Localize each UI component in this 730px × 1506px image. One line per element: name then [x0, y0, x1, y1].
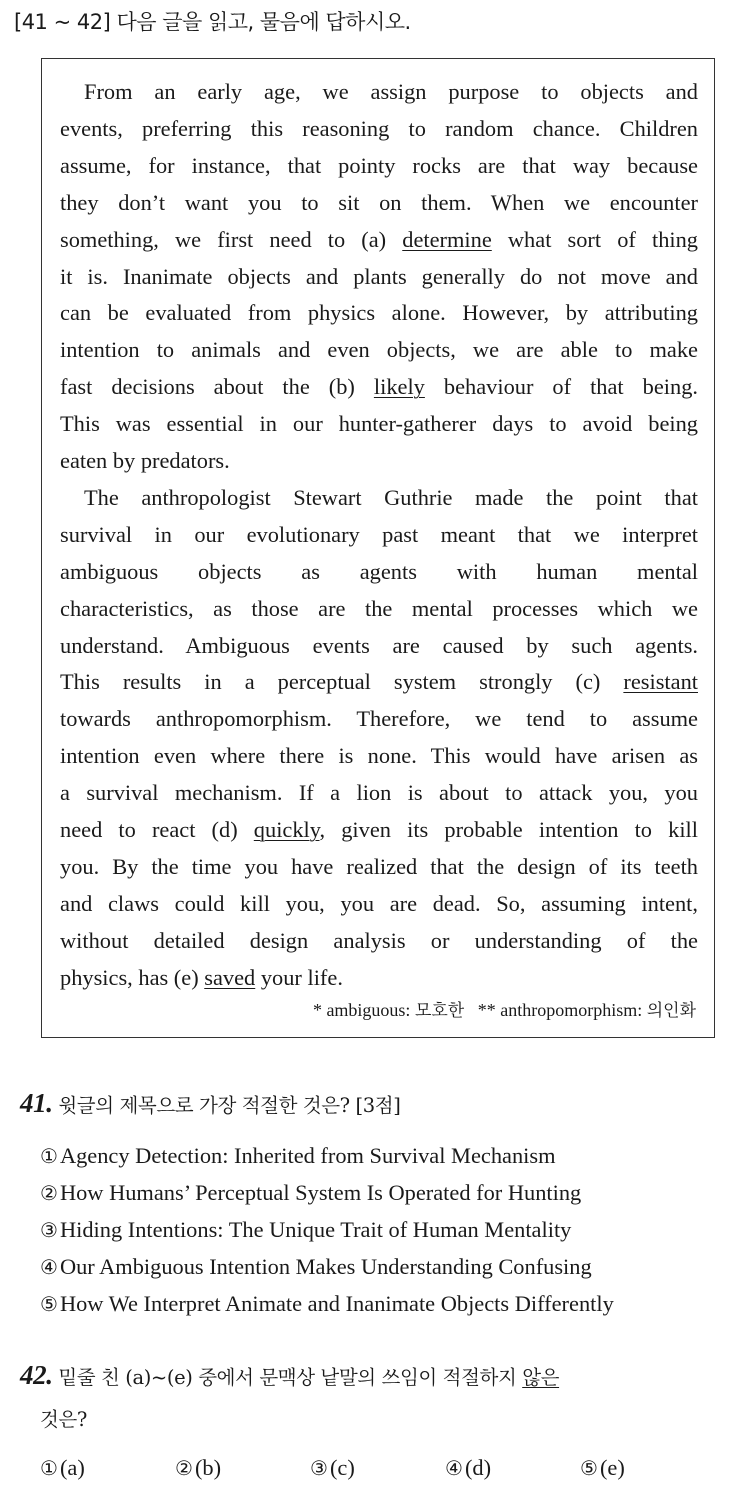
passage-line: [60, 774, 698, 811]
passage-line-text: This was essential in our hunter-gatherer days to avoid being: [60, 411, 698, 437]
passage-line: [60, 405, 698, 442]
passage-line: [60, 331, 698, 368]
passage-line-text: you. By the time you have realized that the design of its teeth: [60, 853, 698, 879]
passage-line: [60, 110, 698, 147]
question-42-text: 밑줄 친 (a)~(e) 중에서 문맥상 낱말의 쓰임이 적절하지: [58, 1366, 523, 1389]
passage-line-text: can be evaluated from physics alone. However, by attributing: [60, 300, 698, 326]
passage-line-text: intention even where there is none. This would have arisen as: [60, 743, 698, 769]
option-text: (e): [599, 1455, 625, 1480]
passage-line-text: a survival mechanism. If a lion is about to attack you, you: [60, 780, 698, 806]
passage-line-text: The anthropologist Stewart Guthrie made the point that: [84, 484, 698, 510]
passage-line-text: they don’t want you to sit on them. When we encounter: [60, 189, 698, 215]
passage-line-text: fast decisions about the (b): [60, 374, 374, 400]
passage-line-text: physics, has (e): [60, 964, 205, 990]
passage-line-text: From an early age, we assign purpose to objects and: [84, 79, 698, 104]
underlined-word: quickly: [253, 817, 320, 842]
passage-line: [60, 811, 698, 848]
passage-line-text: eaten by predators.: [60, 448, 230, 473]
footnote-anthropomorphism-term: ** anthropomorphism:: [477, 1000, 647, 1020]
passage-line: [60, 959, 698, 996]
option-number: ⑤: [40, 1292, 58, 1316]
passage-line-text: towards anthropomorphism. Therefore, we tend to assume: [60, 706, 698, 732]
passage-line-text: what sort of thing: [491, 226, 698, 252]
passage-line-text: without detailed design analysis or understanding of the: [60, 927, 698, 953]
passage-line-text: understand. Ambiguous events are caused by such agents.: [60, 632, 698, 658]
passage-line-text: something, we first need to (a): [60, 226, 403, 252]
passage-line-text: survival in our evolutionary past meant that we interpret: [60, 521, 698, 547]
passage-line: [60, 258, 698, 295]
question-42: [20, 1360, 559, 1391]
option-text: Our Ambiguous Intention Makes Understanding Confusing: [59, 1254, 592, 1279]
option-number: ①: [40, 1456, 58, 1480]
footnote-anthropomorphism-meaning: 의인화: [646, 1001, 696, 1021]
footnote-ambiguous-meaning: 모호한: [414, 1001, 465, 1021]
question-41: [20, 1088, 400, 1119]
passage-line-text: need to react (d): [60, 817, 254, 842]
passage-line: [60, 147, 698, 184]
answer-option[interactable]: [40, 1143, 556, 1169]
passage-line-text: behaviour of that being.: [424, 374, 698, 400]
question-42-emphasis: 않은: [522, 1366, 560, 1389]
underlined-word: saved: [204, 964, 256, 990]
answer-option[interactable]: [445, 1455, 491, 1481]
passage-line-text: ambiguous objects as agents with human mental: [60, 558, 698, 584]
passage-line: [60, 663, 698, 700]
passage-line: [60, 922, 698, 959]
question-42-line2: 것은?: [40, 1408, 87, 1431]
passage-line: [60, 848, 698, 885]
option-number: ①: [40, 1144, 58, 1168]
answer-option[interactable]: [580, 1455, 625, 1481]
section-header: [41 ~ 42] 다음 글을 읽고, 물음에 답하시오.: [14, 10, 411, 34]
passage-line: [60, 479, 698, 516]
passage-line: [60, 700, 698, 737]
option-number: ④: [40, 1255, 58, 1279]
passage-line: [60, 516, 698, 553]
option-number: ⑤: [580, 1456, 598, 1480]
option-text: (a): [59, 1455, 85, 1480]
passage-line: [60, 73, 698, 110]
option-text: Agency Detection: Inherited from Survival Mechanism: [59, 1143, 556, 1168]
underlined-word: determine: [402, 226, 492, 252]
passage-line: [60, 590, 698, 627]
answer-option[interactable]: [40, 1254, 592, 1280]
passage-line-text: This results in a perceptual system strongly (c): [60, 669, 624, 695]
question-42-number: 42.: [20, 1360, 53, 1390]
option-number: ③: [40, 1218, 58, 1242]
question-41-number: 41.: [20, 1088, 53, 1118]
underlined-word: resistant: [623, 669, 698, 695]
option-text: How We Interpret Animate and Inanimate Objects Differently: [59, 1291, 614, 1316]
option-text: (c): [329, 1455, 355, 1480]
passage-line-text: your life.: [255, 964, 343, 990]
passage-line-text: it is. Inanimate objects and plants generally do not move and: [60, 263, 698, 289]
answer-option[interactable]: [310, 1455, 355, 1481]
passage-line-text: intention to animals and even objects, we are able to make: [60, 337, 698, 363]
option-number: ③: [310, 1456, 328, 1480]
option-text: (b): [194, 1455, 222, 1480]
passage-line-text: assume, for instance, that pointy rocks are that way because: [60, 152, 698, 178]
passage-line: [60, 221, 698, 258]
option-number: ④: [445, 1456, 463, 1480]
option-text: How Humans’ Perceptual System Is Operated for Hunting: [59, 1180, 582, 1205]
answer-option[interactable]: [40, 1291, 614, 1317]
passage-line: [60, 442, 698, 479]
answer-option[interactable]: [40, 1455, 85, 1481]
passage-line: [60, 553, 698, 590]
footnote: [313, 996, 696, 1021]
question-41-text: 윗글의 제목으로 가장 적절한 것은? [3점]: [58, 1094, 401, 1117]
option-text: (d): [464, 1455, 492, 1480]
option-number: ②: [175, 1456, 193, 1480]
underlined-word: likely: [373, 374, 425, 400]
passage-line: [60, 737, 698, 774]
passage-line: [60, 184, 698, 221]
passage-line-text: , given its probable intention to kill: [319, 817, 698, 842]
passage-line: [60, 368, 698, 405]
option-number: ②: [40, 1181, 58, 1205]
answer-option[interactable]: [175, 1455, 221, 1481]
passage-line-text: and claws could kill you, you are dead. So, assuming intent,: [60, 890, 698, 916]
answer-option[interactable]: [40, 1180, 581, 1206]
footnote-ambiguous-term: * ambiguous:: [312, 1000, 415, 1020]
passage-line: [60, 885, 698, 922]
option-text: Hiding Intentions: The Unique Trait of Human Mentality: [59, 1217, 572, 1242]
passage-box: [41, 58, 715, 1038]
passage-line-text: characteristics, as those are the mental processes which we: [60, 595, 698, 621]
passage-line: [60, 627, 698, 664]
passage-line-text: events, preferring this reasoning to random chance. Children: [60, 115, 698, 141]
answer-option[interactable]: [40, 1217, 571, 1243]
passage-line: [60, 294, 698, 331]
